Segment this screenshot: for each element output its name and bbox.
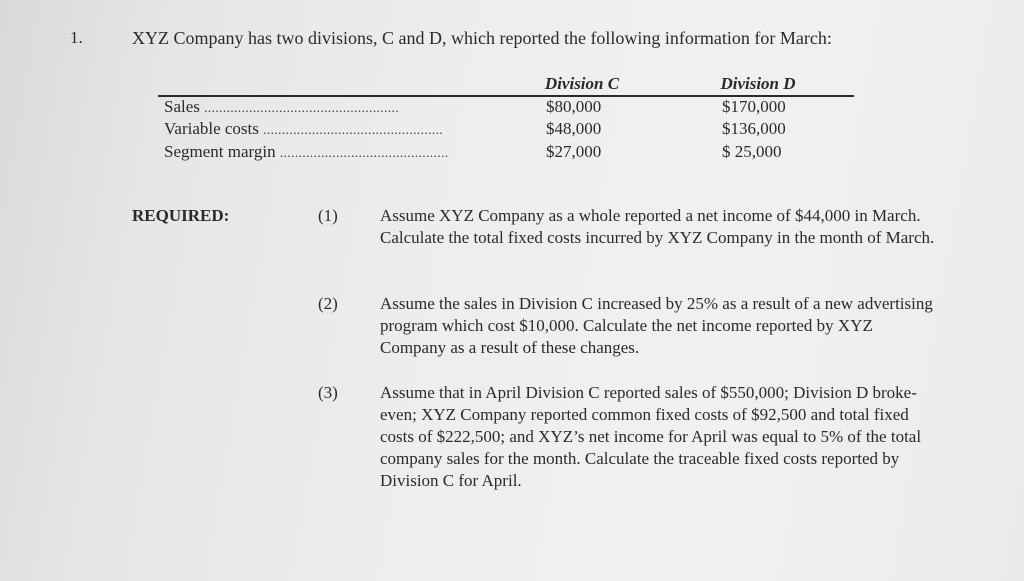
requirement-1-number: (1): [318, 206, 338, 225]
requirement-3-text: Assume that in April Division C reported sales of $550,000; Division D broke-even; XYZ Company reported common fixed costs of $92,500 and total fixed costs of $222,500; and XYZ’s net income for April was equal to 5% of the total company sales for the month. Calculate the traceable fixed costs reported by Division C for April.: [380, 383, 922, 490]
division-d-sales: $170,000: [722, 97, 786, 116]
requirement-2-text: Assume the sales in Division C increased by 25% as a result of a new advertising program which cost $10,000. Calculate the net income reported by XYZ Company as a result of these changes.: [380, 294, 933, 357]
division-d-segment-margin: $ 25,000: [722, 142, 782, 161]
column-header-division-d: Division D: [720, 74, 796, 93]
division-c-segment-margin: $27,000: [546, 142, 602, 161]
division-c-variable-costs: $48,000: [546, 119, 602, 138]
leader-dots: .............................................: [279, 145, 449, 160]
question-title: XYZ Company has two divisions, C and D, which reported the following information for March:: [132, 28, 832, 48]
requirement-3-number: (3): [318, 383, 338, 402]
requirement-2-number: (2): [318, 294, 338, 313]
leader-dots: ................................................: [263, 122, 444, 137]
leader-dots: ....................................................: [204, 100, 400, 115]
row-label-sales: [164, 97, 474, 117]
row-label-segment-margin: [164, 142, 474, 162]
division-d-variable-costs: $136,000: [722, 119, 786, 138]
row-label-text: Sales: [164, 97, 200, 116]
question-number: 1.: [70, 28, 83, 47]
row-label-text: Variable costs: [164, 119, 259, 138]
row-label-variable-costs: [164, 119, 474, 139]
division-c-sales: $80,000: [546, 97, 602, 116]
requirement-1-text: Assume XYZ Company as a whole reported a net income of $44,000 in March. Calculate the total fixed costs incurred by XYZ Company in the month of March.: [380, 206, 935, 247]
required-label: REQUIRED:: [132, 206, 230, 225]
column-header-division-c: Division C: [544, 74, 620, 93]
row-label-text: Segment margin: [164, 142, 276, 161]
